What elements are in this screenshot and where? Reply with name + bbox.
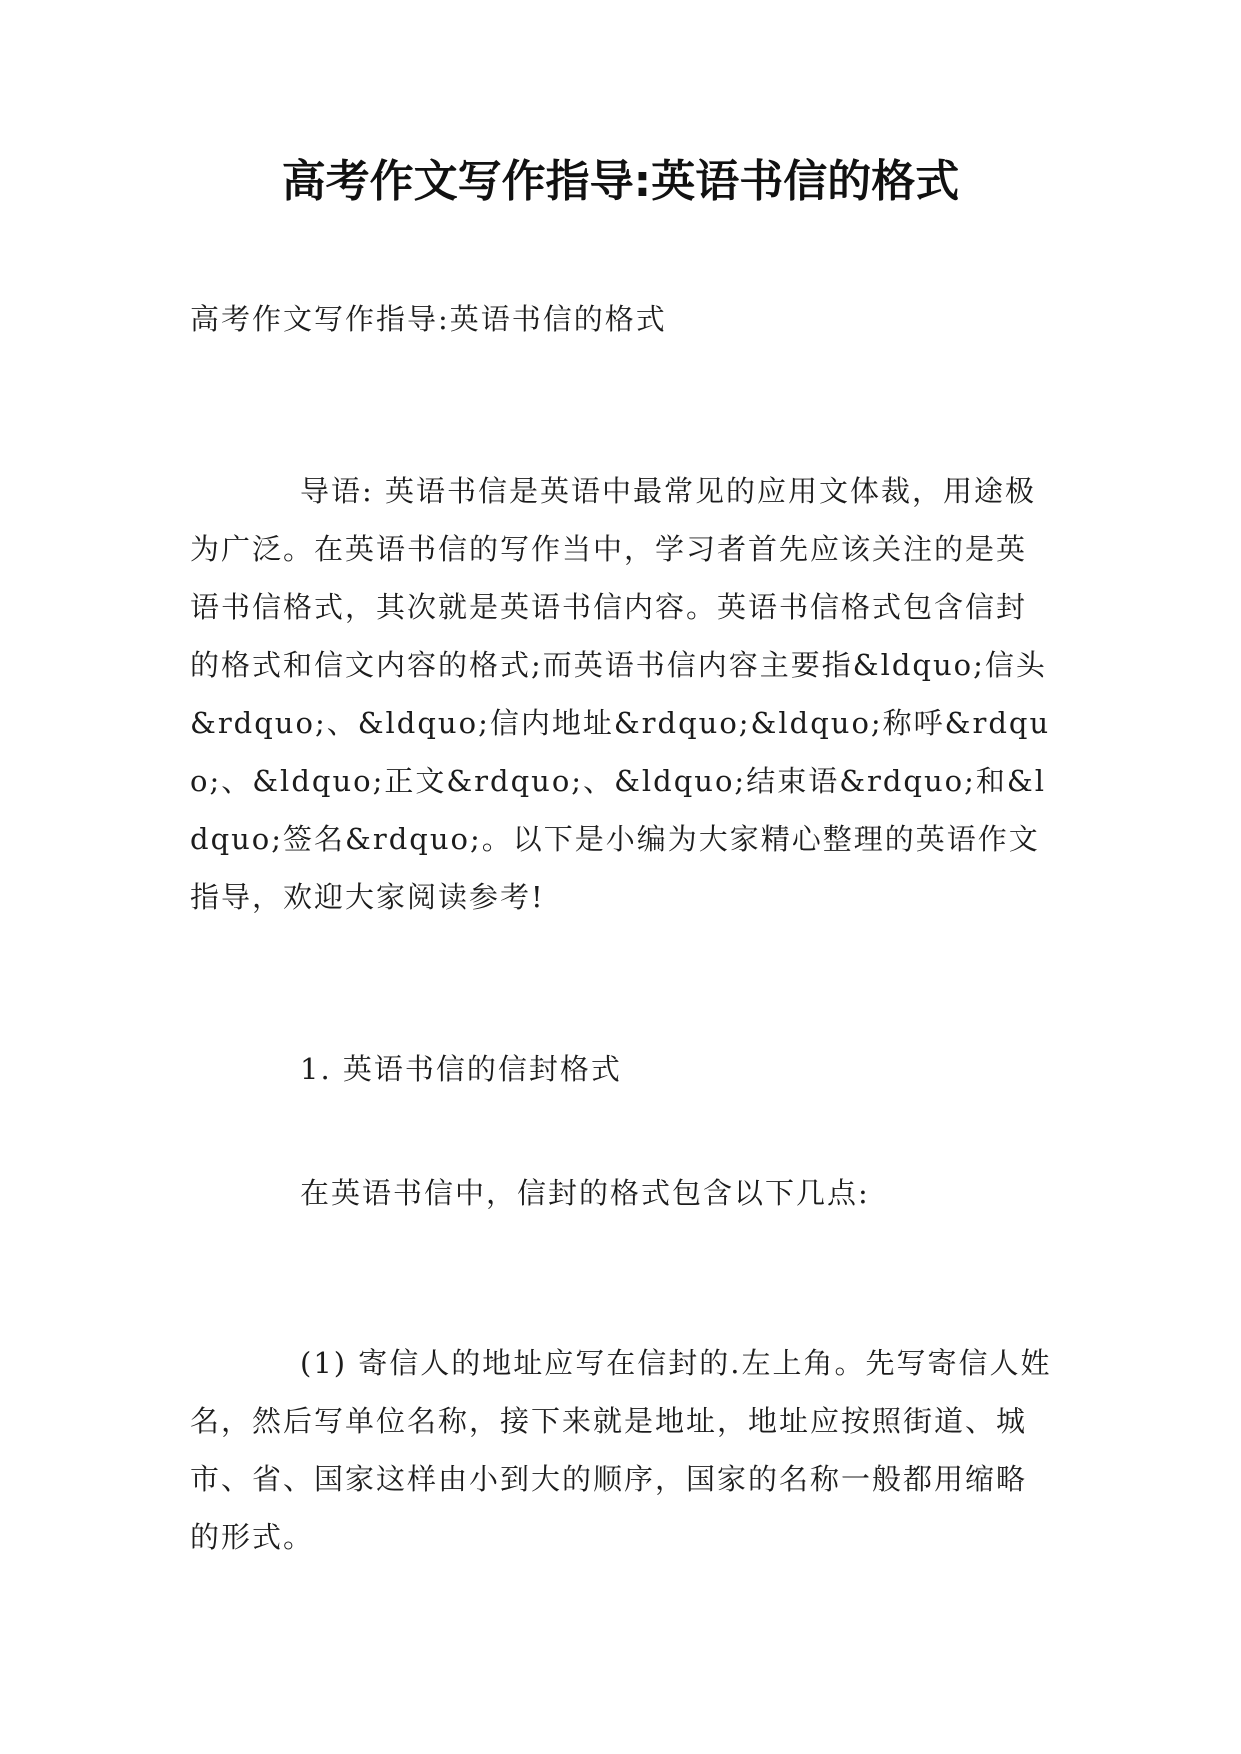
section-lead-paragraph: 在英语书信中，信封的格式包含以下几点: (300, 1176, 870, 1210)
point-1-paragraph: (1) 寄信人的地址应写在信封的.左上角。先写寄信人姓名，然后写单位名称，接下来就是地址，地址应按照街道、城市、省、国家这样由小到大的顺序，国家的名称一般都用缩略的形式。 (190, 1346, 1052, 1554)
document-title: 高考作文写作指导:英语书信的格式 (281, 156, 960, 207)
intro-paragraph: 导语: 英语书信是英语中最常见的应用文体裁，用途极为广泛。在英语书信的写作当中，学习者首先应该关注的是英语书信格式，其次就是英语书信内容。英语书信格式包含信封的格式和信文内容的格式;而英语书信内容主要指&ldquo;信头&rdquo;、&ldquo;信内地址&rdquo;&ldquo;称呼&rdquo;、&ldquo;正文&rdquo;、&ldquo;结束语&rdquo;和&ldquo;签名&rdquo;。以下是小编为大家精心整理的英语作文指导，欢迎大家阅读参考! (190, 474, 1051, 914)
section-heading-envelope-format: 1. 英语书信的信封格式 (300, 1052, 622, 1086)
document-subtitle: 高考作文写作指导:英语书信的格式 (190, 302, 667, 336)
